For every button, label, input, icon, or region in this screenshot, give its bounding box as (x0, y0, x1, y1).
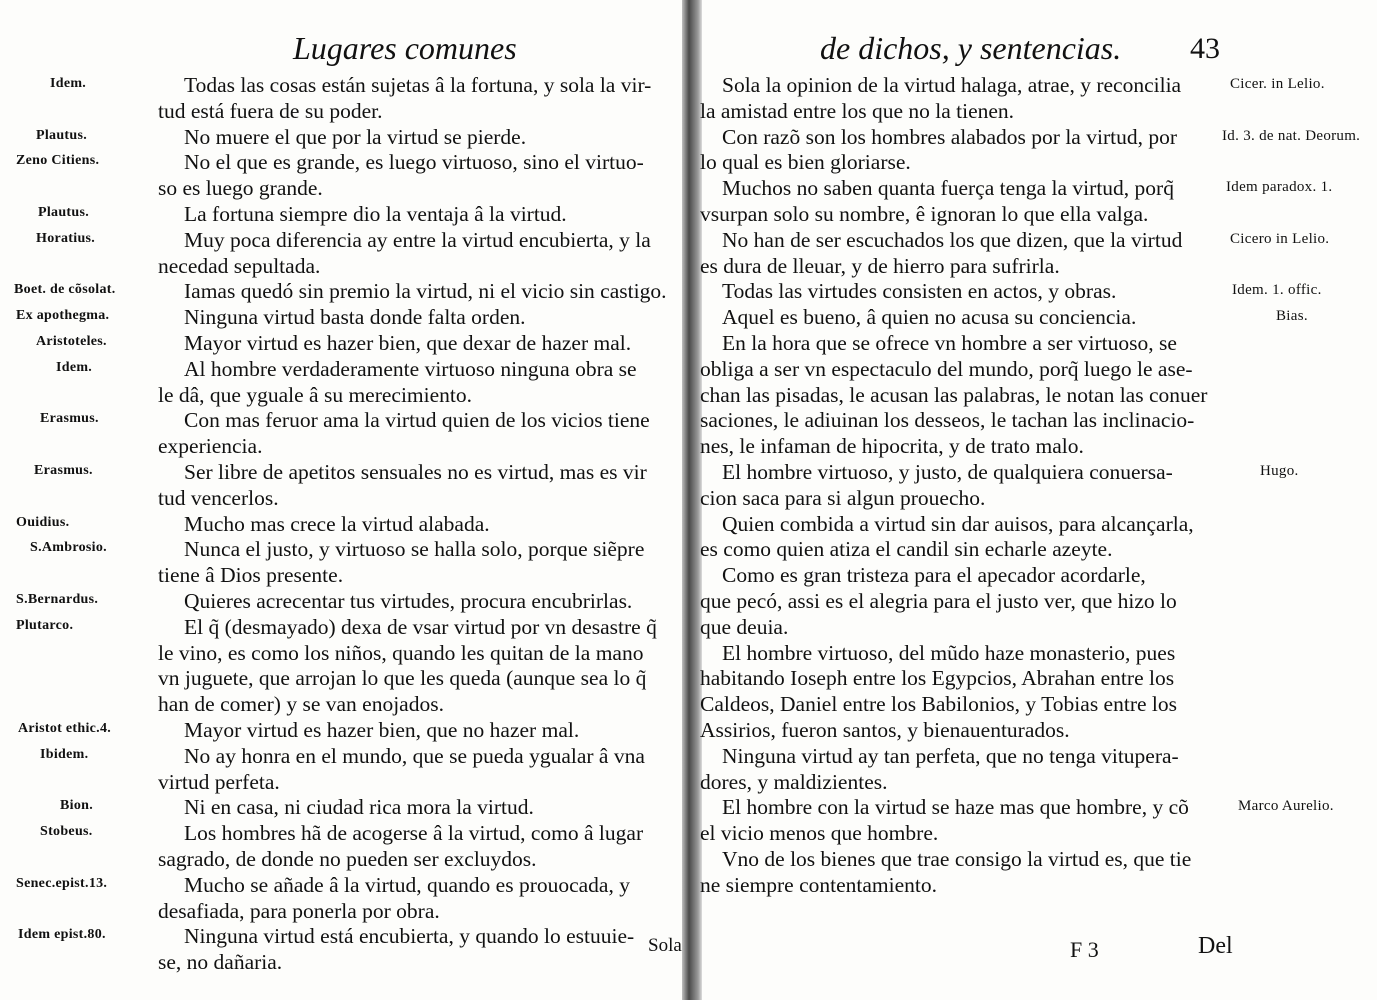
text-line: habitando Ioseph entre los Egypcios, Abrahan entre los (700, 666, 1175, 691)
margin-note: Bias. (1276, 308, 1308, 325)
margin-note: Horatius. (36, 230, 96, 246)
text-line: Muchos no saben quanta fuerça tenga la virtud, porq̃ (722, 176, 1174, 201)
text-line: El hombre virtuoso, y justo, de qualquiera conuersa- (722, 460, 1173, 484)
margin-note: Id. 3. de nat. Deorum. (1222, 127, 1361, 144)
book-gutter (682, 0, 702, 1000)
text-line: Al hombre verdaderamente virtuoso ninguna obra se (184, 356, 637, 381)
text-line: La fortuna siempre dio la ventaja â la virtud. (184, 202, 567, 226)
margin-note: Cicer. in Lelio. (1230, 76, 1325, 92)
margin-note: Stobeus. (40, 824, 93, 840)
text-line: obliga a ser vn espectaculo del mundo, porq̃ luego le ase- (700, 356, 1193, 381)
text-line: Mucho mas crece la virtud alabada. (184, 511, 490, 536)
margin-note: Ex apothegma. (16, 308, 110, 324)
text-line: El hombre con la virtud se haze mas que hombre, y cõ (722, 795, 1189, 820)
text-line: experiencia. (158, 434, 263, 459)
text-line: vn juguete, que arrojan lo que les queda (aunque sea lo q̃ (158, 666, 647, 691)
text-line: han de comer) y se van enojados. (158, 692, 444, 717)
text-line: vsurpan solo su nombre, ê ignoran lo que ella valga. (700, 202, 1149, 226)
text-line: dores, y maldizientes. (700, 769, 888, 794)
margin-note: Bion. (60, 798, 94, 814)
text-line: Iamas quedó sin premio la virtud, ni el vicio sin castigo. (184, 279, 667, 304)
text-line: sagrado, de donde no pueden ser excluydos. (158, 847, 537, 871)
catchword-left: Sola (648, 935, 682, 956)
text-line: Con mas feruor ama la virtud quien de los vicios tiene (184, 408, 650, 433)
text-line: Todas las cosas están sujetas â la fortuna, y sola la vir- (184, 73, 652, 97)
text-line: nes, le infaman de hipocrita, y de trato malo. (700, 434, 1084, 459)
signature-mark: F 3 (1070, 937, 1099, 962)
text-line: lo qual es bien gloriarse. (700, 150, 911, 175)
page-number: 43 (1190, 32, 1220, 65)
margin-note: Idem epist.80. (18, 927, 106, 943)
margin-note: S.Ambrosio. (30, 540, 107, 556)
text-line: chan las pisadas, le acusan las palabras, le notan las conuer (700, 382, 1208, 407)
margin-note: Boet. de cõsolat. (14, 282, 116, 298)
text-line: Nunca el justo, y virtuoso se halla solo, porque siẽpre (184, 537, 645, 562)
text-line: Muy poca diferencia ay entre la virtud encubierta, y la (184, 227, 651, 252)
text-line: tiene â Dios presente. (158, 563, 344, 588)
running-header-right: de dichos, y sentencias. (820, 30, 1122, 66)
text-line: le dâ, que yguale â su merecimiento. (158, 382, 473, 407)
text-line: la amistad entre los que no la tienen. (700, 98, 1015, 123)
margin-note: Marco Aurelio. (1238, 798, 1334, 815)
text-line: so es luego grande. (158, 176, 323, 201)
text-line: virtud perfeta. (158, 769, 280, 794)
text-line: No el que es grande, es luego virtuoso, sino el virtuo- (184, 150, 644, 175)
margin-note: Erasmus. (40, 411, 99, 427)
text-line: Aquel es bueno, â quien no acusa su conciencia. (722, 305, 1137, 330)
text-line: Mucho se añade â la virtud, quando es prouocada, y (184, 872, 630, 897)
right-page (700, 0, 1377, 1000)
margin-note: Ouidius. (16, 514, 70, 530)
running-header-left: Lugares comunes (293, 30, 517, 66)
text-line: Quien combida a virtud sin dar auisos, para alcançarla, (722, 511, 1194, 536)
text-line: Mayor virtud es hazer bien, que dexar de hazer mal. (184, 331, 632, 355)
text-line: Caldeos, Daniel entre los Babilonios, y Tobias entre los (700, 692, 1177, 717)
margin-note: Ibidem. (40, 746, 89, 762)
text-line: cion saca para si algun prouecho. (700, 485, 986, 510)
margin-note: Plautus. (36, 127, 88, 143)
text-line: tud vencerlos. (158, 485, 279, 510)
text-line: Todas las virtudes consisten en actos, y obras. (722, 279, 1117, 304)
margin-note: Hugo. (1260, 463, 1299, 479)
margin-note: Idem. (56, 359, 93, 375)
margin-note: Aristoteles. (36, 334, 107, 349)
text-line: necedad sepultada. (158, 253, 321, 278)
margin-note: Plutarco. (16, 617, 74, 633)
text-line: Ninguna virtud está encubierta, y quando lo estuuie- (184, 924, 635, 949)
text-line: Ni en casa, ni ciudad rica mora la virtud. (184, 795, 534, 820)
text-line: Mayor virtud es hazer bien, que no hazer mal. (184, 718, 580, 742)
text-line: No muere el que por la virtud se pierde. (184, 124, 527, 149)
text-line: que pecó, assi es el alegria para el justo ver, que hizo lo (700, 589, 1177, 613)
text-line: el vicio menos que hombre. (700, 821, 939, 846)
margin-note: Idem. (50, 76, 87, 91)
text-line: saciones, le adiuinan los desseos, le tachan las inclinacio- (700, 408, 1195, 433)
margin-note: Idem. 1. offic. (1232, 282, 1322, 299)
text-line: El hombre virtuoso, del mũdo haze monasterio, pues (722, 640, 1176, 665)
text-line: que deuia. (700, 614, 789, 639)
catchword-right: Del (1198, 933, 1233, 959)
text-line: Vno de los bienes que trae consigo la virtud es, que tie (722, 847, 1192, 871)
text-line: Ninguna virtud basta donde falta orden. (184, 305, 526, 330)
text-line: En la hora que se ofrece vn hombre a ser virtuoso, se (722, 331, 1177, 355)
text-line: es como quien atiza el candil sin echarle azeyte. (700, 537, 1113, 562)
text-line: Assirios, fueron santos, y bienauenturados. (700, 718, 1070, 742)
text-line: El q̃ (desmayado) dexa de vsar virtud por vn desastre q̃ (184, 614, 657, 639)
text-line: No han de ser escuchados los que dizen, que la virtud (722, 227, 1183, 252)
text-line: se, no dañaria. (158, 950, 283, 975)
text-line: Sola la opinion de la virtud halaga, atrae, y reconcilia (722, 73, 1182, 97)
text-line: Los hombres hã de acogerse â la virtud, como â lugar (184, 821, 644, 846)
text-line: Quieres acrecentar tus virtudes, procura encubrirlas. (184, 589, 633, 613)
left-page (0, 0, 684, 1000)
text-line: Con razõ son los hombres alabados por la virtud, por (722, 124, 1177, 149)
text-line: tud está fuera de su poder. (158, 98, 383, 123)
margin-note: Senec.epist.13. (16, 875, 108, 891)
text-line: le vino, es como los niños, quando les quitan de la mano (158, 640, 644, 665)
text-line: Ser libre de apetitos sensuales no es virtud, mas es vir (184, 460, 647, 484)
margin-note: Cicero in Lelio. (1230, 230, 1330, 247)
margin-note: Plautus. (38, 205, 90, 220)
text-line: ne siempre contentamiento. (700, 872, 938, 897)
margin-note: Idem paradox. 1. (1226, 179, 1333, 196)
text-line: desafiada, para ponerla por obra. (158, 898, 440, 923)
text-line: No ay honra en el mundo, que se pueda ygualar â vna (184, 743, 645, 768)
margin-note: Zeno Citiens. (16, 153, 100, 169)
margin-note: Erasmus. (34, 463, 93, 478)
margin-note: S.Bernardus. (16, 592, 99, 607)
text-line: Como es gran tristeza para el apecador acordarle, (722, 563, 1146, 588)
margin-note: Aristot ethic.4. (18, 721, 112, 736)
text-line: es dura de lleuar, y de hierro para sufrirla. (700, 253, 1060, 278)
text-line: Ninguna virtud ay tan perfeta, que no tenga vitupera- (722, 743, 1179, 768)
